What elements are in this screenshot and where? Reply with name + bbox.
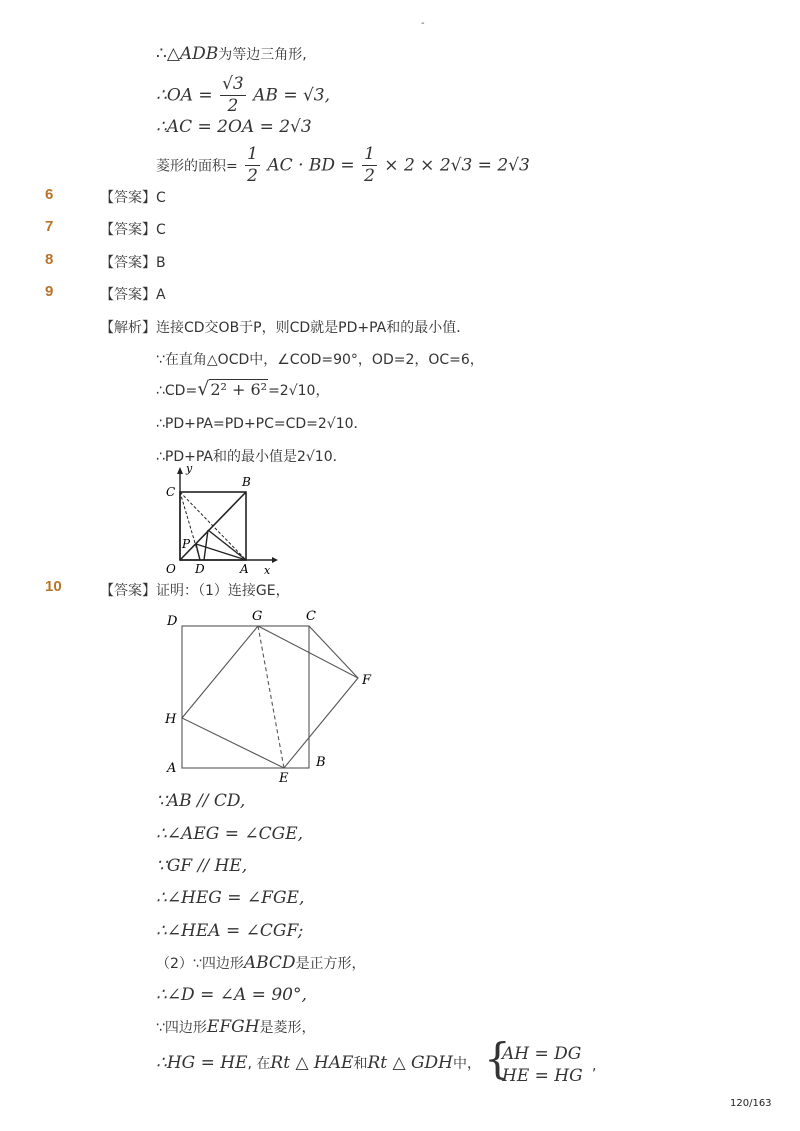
line1-var: ADB	[179, 44, 219, 64]
q9-step1: ∵在直角△OCD中，∠COD=90°，OD=2，OC=6，	[156, 352, 484, 368]
step2-prefix: ∴CD=	[156, 383, 198, 399]
last-c: Rt △ HAE	[270, 1053, 354, 1073]
q9-step2	[156, 378, 329, 400]
q9-coordinate-figure	[160, 464, 280, 576]
q10-proof-line: ∴∠AEG = ∠CGE,	[156, 824, 304, 844]
last-e: Rt △ GDH	[367, 1053, 454, 1073]
last-f: 中，	[453, 1056, 482, 1072]
system-suffix: ,	[592, 1058, 597, 1074]
system-eq-bottom: HE = HG	[502, 1066, 583, 1086]
question-number: 10	[45, 578, 62, 595]
analysis-intro-text: 连接CD交OB于P，则CD就是PD+PA和的最小值．	[156, 320, 471, 336]
area-mid: AC · BD =	[267, 155, 355, 176]
label-x: x	[264, 564, 271, 576]
segment-pa	[196, 544, 246, 560]
line1-suffix: 为等边三角形,	[218, 47, 307, 63]
question-number: 6	[45, 186, 54, 203]
rhombus-suffix: 是菱形，	[259, 1020, 316, 1036]
oa-fraction	[220, 76, 246, 115]
label-e: E	[279, 771, 289, 786]
step2-suffix: =2√10，	[268, 383, 330, 399]
q10-answer-label: 【答案】	[100, 583, 156, 599]
q10-proof-line: ∵GF // HE,	[156, 856, 248, 876]
label-c: C	[166, 485, 176, 499]
q10-last-line	[156, 1053, 481, 1073]
header-dash: -	[421, 18, 425, 29]
segment-cf	[309, 626, 358, 678]
last-b: , 在	[247, 1056, 271, 1072]
left-brace-icon: {	[484, 1034, 511, 1083]
rhombus-area-line	[156, 146, 530, 185]
answer-text: 【答案】C	[100, 222, 166, 238]
label-h: H	[165, 712, 177, 727]
q10-square-rhombus-figure	[160, 604, 380, 786]
label-b: B	[316, 755, 326, 770]
label-o: O	[166, 562, 176, 576]
label-d: D	[167, 614, 178, 629]
oa-rest: AB = √3,	[253, 85, 331, 106]
area-frac1	[245, 146, 260, 185]
q10-answer-line	[100, 580, 290, 600]
segment-qa	[208, 530, 246, 560]
q9-step3: ∴PD+PA=PD+PC=CD=2√10．	[156, 416, 368, 432]
answer-text: 【答案】C	[100, 190, 166, 206]
label-y: y	[186, 464, 193, 475]
area-frac2-den: 2	[364, 166, 375, 186]
part2-prefix: （2）∵四边形	[156, 956, 244, 972]
equilateral-triangle-line	[156, 44, 307, 64]
system-eq-top: AH = DG	[502, 1044, 582, 1064]
label-d: D	[195, 562, 205, 576]
area-frac2-num: 1	[364, 144, 375, 164]
rhombus-efgh	[182, 626, 358, 768]
q10-answer-intro: 证明：（1）连接GE，	[156, 583, 290, 599]
q10-proof-line: ∵AB // CD,	[156, 791, 246, 811]
question-number: 8	[45, 251, 54, 268]
last-d: 和	[353, 1056, 368, 1072]
label-f: F	[362, 673, 372, 688]
answer-text: 【答案】A	[100, 287, 166, 303]
part2-var: ABCD	[243, 953, 296, 973]
rhombus-var: EFGH	[206, 1017, 260, 1037]
oa-frac-num: √3	[222, 74, 244, 94]
q9-analysis-intro	[100, 317, 470, 337]
rhombus-prefix: ∵四边形	[156, 1020, 207, 1036]
area-rest: × 2 × 2√3 = 2√3	[384, 155, 530, 176]
q10-part2-line	[156, 953, 366, 973]
label-p: P	[182, 537, 191, 551]
line1-prefix: ∴△	[156, 44, 180, 64]
q10-angle-line: ∴∠D = ∠A = 90°,	[156, 985, 307, 1005]
segment-pd	[196, 544, 200, 560]
dashed-ge	[258, 626, 284, 768]
oa-line	[156, 76, 330, 115]
q10-proof-line: ∴∠HEG = ∠FGE,	[156, 888, 305, 908]
oa-frac-den: 2	[227, 96, 239, 116]
question-number: 7	[45, 218, 54, 235]
page-number: 120/163	[730, 1098, 772, 1109]
label-c: C	[306, 609, 316, 624]
square-abcd	[182, 626, 309, 768]
label-b: B	[242, 475, 251, 489]
analysis-label: 【解析】	[100, 320, 156, 336]
label-a: A	[240, 562, 249, 576]
label-a: A	[167, 761, 177, 776]
q9-step4: ∴PD+PA和的最小值是2√10．	[156, 449, 347, 465]
answer-text: 【答案】B	[100, 255, 166, 271]
area-frac1-num: 1	[247, 144, 258, 164]
q10-proof-line: ∴∠HEA = ∠CGF;	[156, 921, 304, 941]
question-number: 9	[45, 283, 54, 300]
q10-rhombus-line	[156, 1017, 316, 1037]
oa-lhs: ∴OA =	[156, 85, 213, 106]
sqrt-expression: √2² + 6²	[197, 378, 268, 400]
area-frac1-den: 2	[247, 166, 258, 186]
y-axis-arrow	[177, 467, 183, 474]
area-frac2	[362, 146, 377, 185]
last-a: ∴HG = HE	[156, 1053, 248, 1073]
label-g: G	[252, 609, 263, 624]
x-axis-arrow	[272, 557, 278, 563]
sqrt-radicand: 2² + 6²	[210, 380, 268, 399]
area-prefix: 菱形的面积=	[156, 158, 238, 175]
part2-suffix: 是正方形，	[295, 956, 366, 972]
ac-line: ∴AC = 2OA = 2√3	[156, 117, 312, 137]
